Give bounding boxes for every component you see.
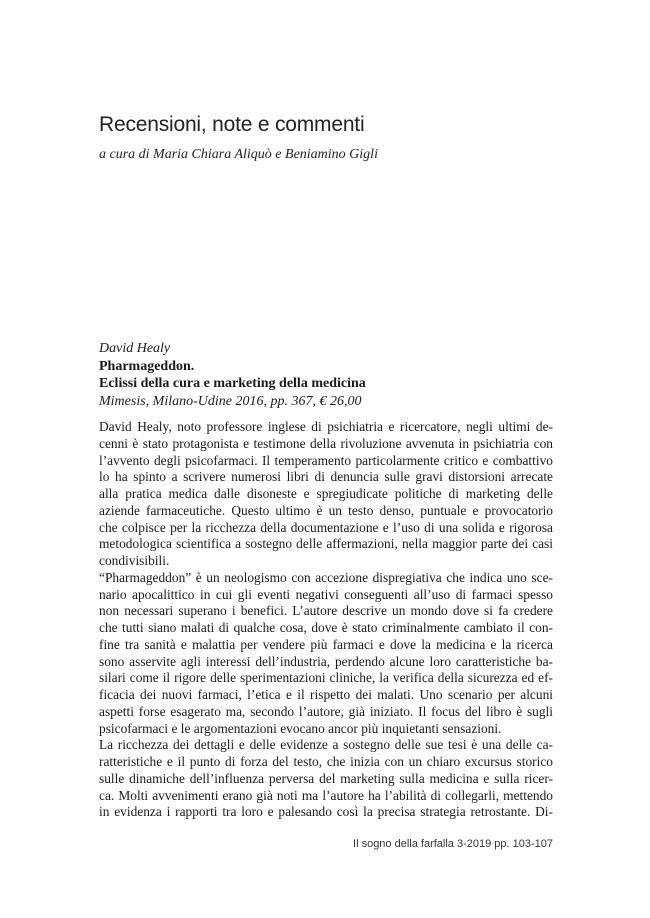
book-reference — [99, 340, 366, 410]
review-body — [99, 419, 553, 821]
body-line: aziende farmaceutiche. Questo ultimo è un testo denso, puntuale e provocatorio — [99, 502, 553, 518]
body-line: nario apocalittico in cui gli eventi negativi conseguenti all’uso di farmaci spesso — [99, 586, 553, 602]
body-line: non necessari superano i benefici. L’autore descrive un mondo dove si fa credere — [99, 603, 553, 619]
section-editors: a cura di Maria Chiara Aliquò e Beniamino Gigli — [99, 147, 378, 162]
body-line: “Pharmageddon” è un neologismo con accezione dispregiativa che indica uno sce- — [99, 569, 553, 585]
body-line: che tutti siano malati di qualche cosa, dove è stato criminalmente cambiato il con- — [99, 620, 553, 635]
book-author: David Healy — [99, 341, 171, 356]
body-line: ca. Molti avvenimenti erano già noti ma l’autore ha l’abilità di collegarli, mettendo — [99, 787, 553, 803]
book-title: Pharmageddon. — [99, 358, 195, 374]
body-line: cenni è stato protagonista e testimone della rivoluzione avvenuta in psichiatria con — [99, 435, 553, 451]
body-line: fine tra sanità e malattia per vendere più farmaci e dove la medicina e la ricerca — [99, 636, 553, 652]
body-line: lo ha spinto a scrivere numerosi libri di denuncia sulle gravi distorsioni arrecate — [99, 469, 553, 485]
body-line: condivisibili. — [99, 553, 170, 568]
body-line: psicofarmaci e le argomentazioni evocano ancor più inquietanti sensazioni. — [99, 720, 502, 736]
page-footer: Il sogno della farfalla 3-2019 pp. 103-107 — [353, 838, 553, 850]
book-subtitle: Eclissi della cura e marketing della medicina — [99, 376, 366, 391]
body-line: sono asservite agli interessi dell’industria, perdendo alcune loro caratteristiche ba- — [99, 653, 553, 669]
body-line: La ricchezza dei dettagli e delle evidenze a sostegno delle sue tesi è una delle ca- — [99, 737, 553, 753]
section-title: Recensioni, note e commenti — [99, 113, 365, 136]
body-line: metodologica scientifica a sostegno delle affermazioni, nella maggior parte dei casi — [99, 536, 553, 552]
body-line: che colpisce per la ricchezza della documentazione e l’uso di una solida e rigorosa — [99, 519, 553, 535]
book-publisher: Mimesis, Milano-Udine 2016, pp. 367, € 26,00 — [99, 393, 362, 409]
body-line: silari come il rigore delle sperimentazioni cliniche, la verifica della sicurezza ed ef- — [99, 670, 553, 686]
body-line: l’avvento degli psicofarmaci. Il temperamento particolarmente critico e combattivo — [99, 452, 553, 468]
body-line: sulle dinamiche dell’influenza perversa del marketing sulla medicina e sulla ricer- — [99, 770, 553, 786]
body-line: aspetti forse esagerato ma, secondo l’autore, già iniziato. Il focus del libro è sugli — [99, 703, 553, 719]
body-line: David Healy, noto professore inglese di psichiatria e ricercatore, negli ultimi de- — [99, 419, 553, 434]
body-line: alla pratica medica dalle disoneste e spregiudicate politiche di marketing delle — [99, 486, 553, 501]
body-line: ratteristiche e il punto di forza del testo, che inizia con un chiaro excursus storico — [99, 754, 553, 769]
body-line: ficacia dei nuovi farmaci, l’etica e il rispetto dei malati. Uno scenario per alcuni — [99, 687, 553, 702]
body-line: in evidenza i rapporti tra loro e palesando così la precisa strategia retrostante. Di- — [99, 804, 553, 820]
